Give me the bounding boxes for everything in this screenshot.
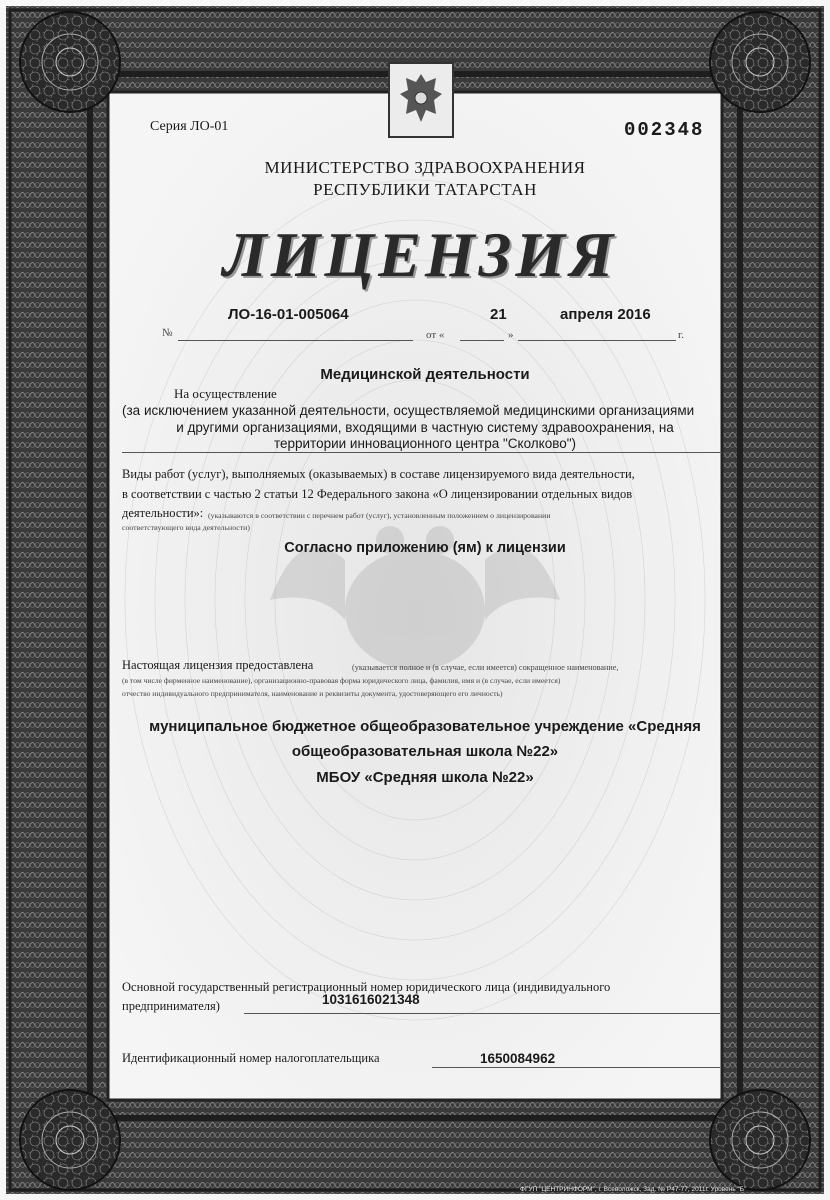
ogrn-label-line-1: Основной государственный регистрационный номер юридического лица (индивидуального <box>122 980 611 994</box>
activity-details-line-2: и другими организациями, входящими в частную систему здравоохранения, на <box>176 420 674 435</box>
works-line-2: в соответствии с частью 2 статьи 12 Федерального закона «О лицензировании отдельных видов <box>122 487 633 501</box>
activity-details-line-3: территории инновационного центра "Сколково") <box>273 436 577 451</box>
inn-value: 1650084962 <box>480 1051 556 1066</box>
works-line-1: Виды работ (услуг), выполняемых (оказываемых) в составе лицензируемого вида деятельности, <box>122 467 635 481</box>
inn-underline <box>432 1067 720 1068</box>
ogrn-label-line-2: предпринимателя) <box>122 999 220 1013</box>
licensee-name-line-2: общеобразовательная школа №22» <box>291 743 559 760</box>
series-label: Серия ЛО-01 <box>150 119 229 134</box>
inn-label: Идентификационный номер налогоплательщика <box>122 1051 380 1065</box>
works-note-2: соответствующего вида деятельности) <box>122 523 250 532</box>
activity-details-line-1: (за исключением указанной деятельности, осуществляемой медицинскими организациями <box>122 403 695 418</box>
corner-rosette <box>710 1090 810 1190</box>
corner-rosette <box>710 12 810 112</box>
license-number: ЛО-16-01-005064 <box>228 306 349 323</box>
number-label: № <box>162 327 173 339</box>
date-from-label: от « <box>426 329 445 341</box>
serial-number: 002348 <box>624 119 705 141</box>
activity-underline <box>122 452 722 453</box>
number-underline <box>178 340 413 341</box>
document-title: ЛИЦЕНЗИЯ <box>222 219 618 290</box>
licensee-short-name: МБОУ «Средняя школа №22» <box>316 769 534 786</box>
works-note-1: (указываются в соответствии с перечнем работ (услуг), установленным положением о лицензировании <box>208 511 551 520</box>
corner-rosette <box>20 12 120 112</box>
licensee-name-line-1: муниципальное бюджетное общеобразовательное учреждение «Средняя <box>149 718 701 735</box>
year-suffix: г. <box>678 329 685 341</box>
activity-label: На осуществление <box>174 386 277 401</box>
licensee-intro-label: Настоящая лицензия предоставлена <box>122 658 314 672</box>
works-line-3-label: деятельности»: <box>122 506 204 520</box>
date-quote-close: » <box>508 329 514 341</box>
licensee-intro-note-2: (в том числе фирменное наименование), организационно-правовая форма юридического лица, фамилия, имя и (в случае, если имеется) <box>122 676 561 685</box>
activity-name: Медицинской деятельности <box>320 366 530 383</box>
license-month-year: апреля 2016 <box>560 306 651 323</box>
day-underline <box>460 340 504 341</box>
ogrn-underline <box>244 1013 720 1014</box>
licensee-intro-note-3: отчество индивидуального предпринимателя, наименование и реквизиты документа, удостоверяющего его личность) <box>122 689 503 698</box>
ogrn-value: 1031616021348 <box>322 992 420 1007</box>
licensee-intro-note-1: (указывается полное и (в случае, если имеется) сокращенное наименование, <box>352 663 619 672</box>
printer-imprint: ФГУП "ЦЕНТРИНФОРМ", г. Всеволожск, Зад. № Р47-77, 2011г. Уровень "Б" <box>520 1186 747 1193</box>
ministry-line-1: МИНИСТЕРСТВО ЗДРАВООХРАНЕНИЯ <box>264 158 586 177</box>
ministry-line-2: РЕСПУБЛИКИ ТАТАРСТАН <box>313 180 537 199</box>
coat-of-arms-icon <box>388 62 454 138</box>
corner-rosette <box>20 1090 120 1190</box>
works-value: Согласно приложению (ям) к лицензии <box>284 540 566 556</box>
license-day: 21 <box>490 306 507 323</box>
month-underline <box>518 340 676 341</box>
